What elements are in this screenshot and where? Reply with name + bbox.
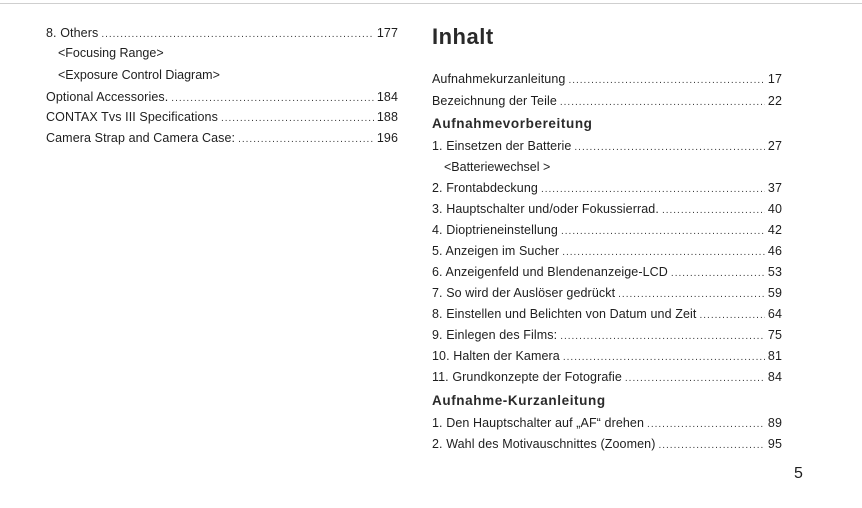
toc-entry-label: Bezeichnung der Teile [432, 94, 557, 108]
leader-dots [562, 243, 765, 263]
toc-entry [432, 199, 782, 219]
toc-entry-label: 7. So wird der Auslöser gedrückt [432, 286, 616, 300]
toc-entry-page: 184 [376, 90, 398, 104]
leader-dots [560, 93, 765, 113]
toc-entry-label: 2. Frontabdeckung [432, 181, 538, 195]
toc-entry [432, 325, 782, 345]
leader-dots [574, 138, 765, 158]
toc-entry-page: 46 [767, 244, 782, 258]
toc-entry-label: 8. Einstellen und Belichten von Datum und Zeit [432, 307, 697, 321]
toc-subentry: <Batteriewechsel > [444, 160, 551, 174]
toc-entry-label: 8. Others [46, 26, 99, 40]
leader-dots [221, 109, 374, 129]
toc-entry-label: 3. Hauptschalter und/oder Fokussierrad. [432, 202, 659, 216]
toc-entry-label: 1. Einsetzen der Batterie [432, 139, 572, 153]
toc-entry-page: 17 [767, 72, 782, 86]
toc-entry-page: 75 [767, 328, 782, 342]
toc-entry [46, 23, 398, 43]
toc-entry-label: CONTAX Tvs III Specifications [46, 110, 218, 124]
toc-entry-page: 84 [767, 370, 782, 384]
toc-entry-page: 188 [376, 110, 398, 124]
toc-entry-label: 10. Halten der Kamera [432, 349, 560, 363]
leader-dots [647, 415, 765, 435]
toc-entry-page: 177 [376, 26, 398, 40]
toc-subentry: <Focusing Range> [58, 46, 164, 60]
toc-entry [432, 413, 782, 433]
toc-entry [432, 91, 782, 111]
toc-entry [46, 107, 398, 127]
toc-entry-label: 2. Wahl des Motivauschnittes (Zoomen) [432, 437, 656, 451]
toc-entry-page: 22 [767, 94, 782, 108]
toc-entry-page: 53 [767, 265, 782, 279]
toc-entry [432, 69, 782, 89]
toc-entry-page: 64 [767, 307, 782, 321]
toc-entry [432, 262, 782, 282]
toc-entry [46, 128, 398, 148]
toc-entry [432, 346, 782, 366]
leader-dots [541, 180, 765, 200]
leader-dots [101, 25, 374, 45]
page-title: Inhalt [432, 24, 494, 49]
leader-dots [563, 348, 765, 368]
page-number: 5 [794, 465, 803, 482]
toc-entry-label: 11. Grundkonzepte der Fotografie [432, 370, 622, 384]
leader-dots [625, 369, 765, 389]
toc-entry-page: 81 [767, 349, 782, 363]
leader-dots [561, 222, 765, 242]
leader-dots [699, 306, 764, 326]
toc-entry-label: Camera Strap and Camera Case: [46, 131, 236, 145]
toc-entry-label: 4. Dioptrieneinstellung [432, 223, 558, 237]
toc-entry-page: 27 [767, 139, 782, 153]
toc-entry-page: 37 [767, 181, 782, 195]
toc-entry-label: Aufnahmekurzanleitung [432, 72, 566, 86]
toc-entry-page: 196 [376, 131, 398, 145]
leader-dots [618, 285, 765, 305]
toc-entry [46, 87, 398, 107]
toc-entry [432, 283, 782, 303]
toc-entry-label: 1. Den Hauptschalter auf „AF“ drehen [432, 416, 645, 430]
toc-entry-label: 6. Anzeigenfeld und Blendenanzeige-LCD [432, 265, 668, 279]
toc-entry [432, 434, 782, 454]
leader-dots [658, 436, 764, 456]
toc-entry-label: Optional Accessories. [46, 90, 169, 104]
section-heading: Aufnahme-Kurzanleitung [432, 393, 606, 408]
toc-entry-label: 9. Einlegen des Films: [432, 328, 558, 342]
leader-dots [568, 71, 764, 91]
toc-entry-page: 59 [767, 286, 782, 300]
toc-entry [432, 367, 782, 387]
toc-entry-page: 95 [767, 437, 782, 451]
toc-entry [432, 136, 782, 156]
toc-entry [432, 241, 782, 261]
toc-entry-page: 89 [767, 416, 782, 430]
toc-entry [432, 304, 782, 324]
toc-entry [432, 220, 782, 240]
toc-entry-page: 40 [767, 202, 782, 216]
top-rule [0, 3, 862, 4]
section-heading: Aufnahmevorbereitung [432, 116, 593, 131]
toc-entry-label: 5. Anzeigen im Sucher [432, 244, 560, 258]
leader-dots [671, 264, 765, 284]
leader-dots [560, 327, 765, 347]
toc-entry-page: 42 [767, 223, 782, 237]
toc-subentry: <Exposure Control Diagram> [58, 68, 220, 82]
toc-entry [432, 178, 782, 198]
leader-dots [238, 130, 374, 150]
leader-dots [171, 89, 374, 109]
leader-dots [662, 201, 765, 221]
